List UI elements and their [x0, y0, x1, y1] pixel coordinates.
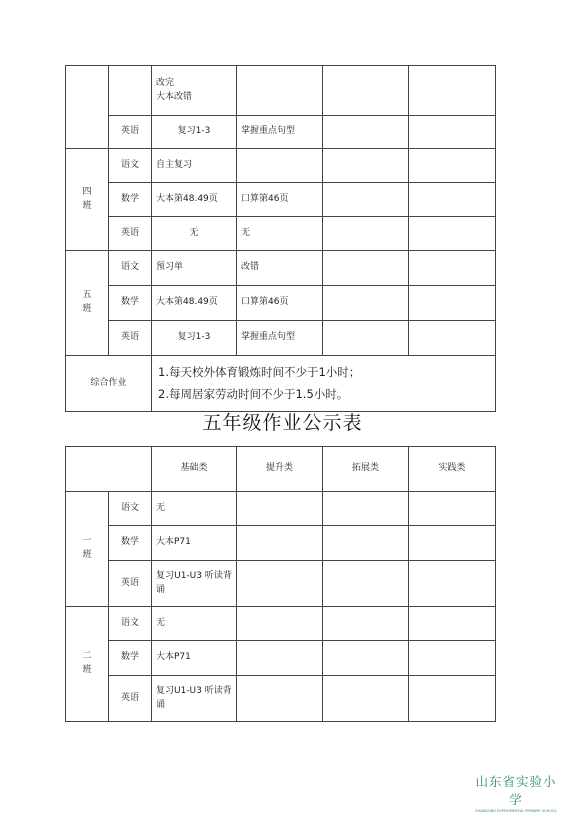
class-name: 二 班	[82, 651, 92, 675]
table-row	[66, 607, 496, 641]
table-row	[66, 149, 496, 183]
school-logo	[470, 772, 562, 813]
school-logo-cn: 山东省实验小学	[475, 774, 557, 807]
basic-cell: 无	[152, 492, 237, 526]
subject-cell: 数学	[109, 286, 152, 321]
class-cell	[66, 66, 109, 149]
improve-cell: 无	[237, 217, 323, 251]
basic-cell: 大本P71	[152, 641, 237, 676]
subject-cell: 语文	[109, 149, 152, 183]
improve-cell: 掌握重点句型	[237, 116, 323, 149]
table-row	[66, 66, 496, 116]
improve-cell: 口算第46页	[237, 183, 323, 217]
table-row	[66, 321, 496, 356]
comprehensive-line: 2.每周居家劳动时间不少于1.5小时。	[158, 386, 349, 401]
header-extend: 拓展类	[323, 447, 409, 492]
subject-cell: 英语	[109, 321, 152, 356]
table-row	[66, 183, 496, 217]
basic-line: 改完	[156, 77, 175, 88]
subject-cell: 数学	[109, 641, 152, 676]
basic-cell: 复习1-3	[152, 321, 237, 356]
subject-cell: 语文	[109, 492, 152, 526]
page-title: 五年级作业公示表	[202, 412, 363, 434]
table-row	[66, 561, 496, 607]
basic-cell: 复习U1-U3 听读背诵	[152, 561, 237, 607]
basic-cell: 复习U1-U3 听读背诵	[152, 676, 237, 722]
basic-cell: 复习1-3	[152, 116, 237, 149]
subject-cell: 英语	[109, 116, 152, 149]
improve-cell: 口算第46页	[237, 286, 323, 321]
subject-cell: 数学	[109, 526, 152, 561]
basic-line: 大本改错	[156, 91, 193, 102]
header-basic: 基础类	[152, 447, 237, 492]
table-row	[66, 286, 496, 321]
homework-table-bottom	[65, 446, 496, 722]
class-name: 四 班	[82, 186, 92, 211]
basic-cell: 大本第48.49页	[152, 286, 237, 321]
class-name: 一 班	[82, 536, 92, 560]
subject-cell: 语文	[109, 607, 152, 641]
subject-cell: 英语	[109, 217, 152, 251]
basic-cell: 大本P71	[152, 526, 237, 561]
class-name-cell	[66, 251, 109, 356]
table-row	[66, 641, 496, 676]
improve-cell: 掌握重点句型	[237, 321, 323, 356]
improve-cell	[237, 149, 323, 183]
extend-cell	[323, 66, 409, 116]
basic-cell: 大本第48.49页	[152, 183, 237, 217]
basic-cell	[152, 66, 237, 116]
table-row	[66, 251, 496, 286]
class-name-cell	[66, 607, 109, 722]
basic-cell: 无	[152, 217, 237, 251]
comprehensive-line: 1.每天校外体育锻炼时间不少于1小时；	[158, 364, 361, 379]
basic-cell: 预习单	[152, 251, 237, 286]
subject-cell: 英语	[109, 676, 152, 722]
practice-cell	[409, 66, 496, 116]
basic-cell: 自主复习	[152, 149, 237, 183]
class-name-cell	[66, 492, 109, 607]
table-row	[66, 356, 496, 412]
table-row	[66, 116, 496, 149]
header-row	[66, 447, 496, 492]
table-row	[66, 526, 496, 561]
header-improve: 提升类	[237, 447, 323, 492]
class-name-cell	[66, 149, 109, 251]
basic-cell: 无	[152, 607, 237, 641]
header-practice: 实践类	[409, 447, 496, 492]
comprehensive-content	[152, 356, 496, 412]
table-row	[66, 676, 496, 722]
table-row	[66, 492, 496, 526]
subject-cell	[109, 66, 152, 116]
subject-cell: 数学	[109, 183, 152, 217]
improve-cell: 改错	[237, 251, 323, 286]
homework-table-top	[65, 65, 496, 412]
subject-cell: 英语	[109, 561, 152, 607]
improve-cell	[237, 66, 323, 116]
comprehensive-label: 综合作业	[66, 356, 152, 412]
header-blank	[66, 447, 152, 492]
subject-cell: 语文	[109, 251, 152, 286]
class-name: 五 班	[82, 290, 92, 314]
table-row	[66, 217, 496, 251]
school-logo-en: SHANDONG EXPERIMENTAL PRIMARY SCHOOL	[475, 809, 557, 813]
